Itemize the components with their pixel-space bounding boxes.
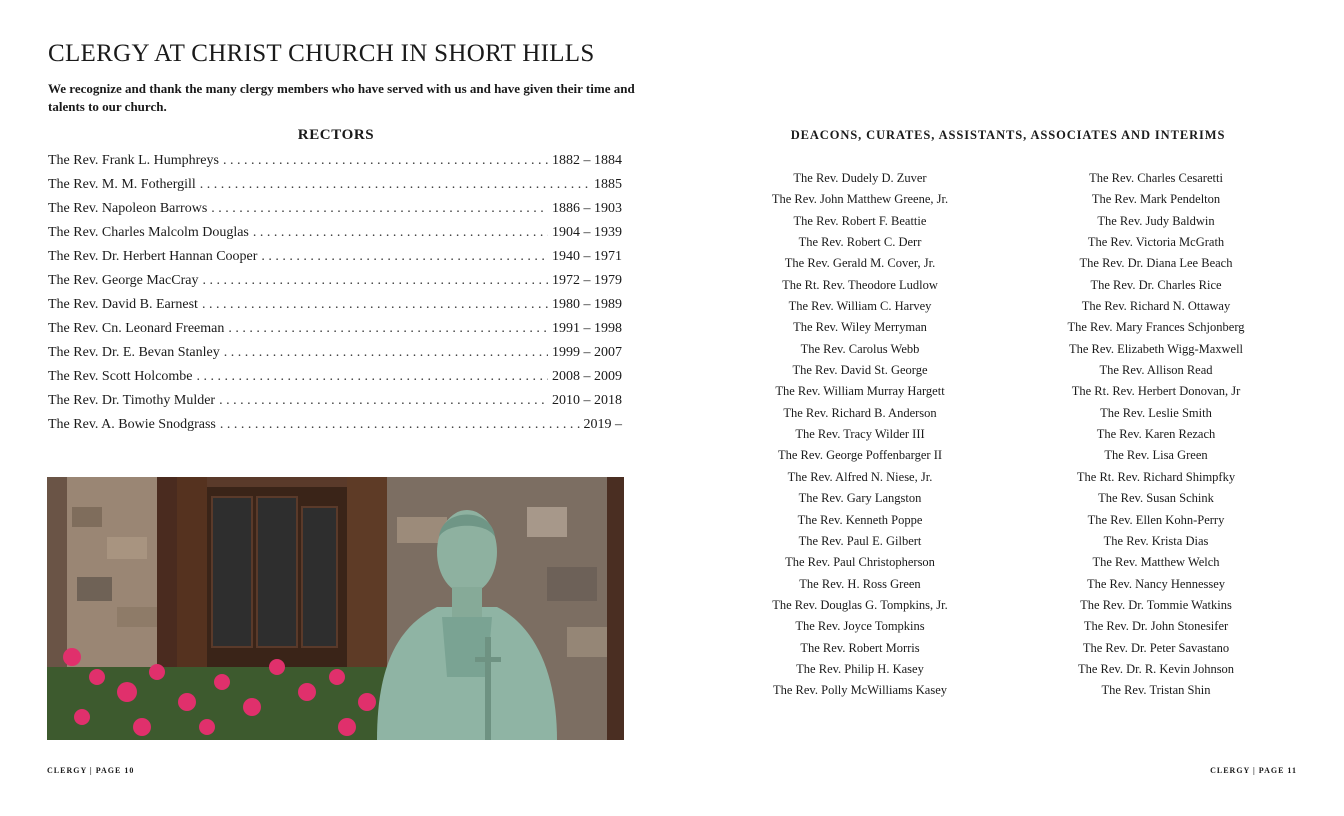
clergy-name: The Rev. Gary Langston xyxy=(798,491,922,506)
clergy-name: The Rev. William Murray Hargett xyxy=(775,384,945,399)
clergy-name: The Rev. Allison Read xyxy=(1099,363,1213,378)
rector-row xyxy=(48,345,622,369)
clergy-name: The Rt. Rev. Richard Shimpfky xyxy=(1076,469,1236,484)
clergy-name: The Rev. William C. Harvey xyxy=(788,299,932,314)
rector-years: 1904 – 1939 xyxy=(552,225,622,240)
clergy-name: The Rev. Wiley Merryman xyxy=(793,320,927,335)
clergy-name: The Rev. Tracy Wilder III xyxy=(795,427,925,442)
clergy-name: The Rev. Dudely D. Zuver xyxy=(793,171,927,185)
rector-years: 2019 – xyxy=(583,417,622,432)
rector-row xyxy=(48,201,622,225)
rector-name: The Rev. David B. Earnest xyxy=(48,297,198,312)
clergy-name: The Rev. Alfred N. Niese, Jr. xyxy=(787,469,933,484)
rector-name: The Rev. Scott Holcombe xyxy=(48,369,193,384)
rector-years: 1886 – 1903 xyxy=(552,201,622,216)
rector-years: 1940 – 1971 xyxy=(552,249,622,264)
rector-row xyxy=(48,153,622,177)
intro-text: We recognize and thank the many clergy members who have served with us and have given their time and talents to our church. xyxy=(48,81,635,114)
clergy-name: The Rev. Carolus Webb xyxy=(800,341,920,356)
clergy-name: The Rev. Philip H. Kasey xyxy=(796,661,924,676)
clergy-name: The Rev. Elizabeth Wigg-Maxwell xyxy=(1068,341,1244,356)
deacons-column-1 xyxy=(740,168,980,702)
clergy-name: The Rev. Tristan Shin xyxy=(1101,683,1211,698)
clergy-name: The Rev. Robert Morris xyxy=(800,640,920,655)
rector-name: The Rev. Frank L. Humphreys xyxy=(48,153,219,168)
rector-row xyxy=(48,321,622,345)
footer-left: CLERGY | PAGE 10 xyxy=(47,766,135,775)
clergy-name: The Rev. Dr. Diana Lee Beach xyxy=(1079,256,1233,271)
clergy-name: The Rev. Charles Cesaretti xyxy=(1089,171,1223,185)
rector-years: 1882 – 1884 xyxy=(552,153,622,168)
clergy-name: The Rev. Ellen Kohn-Perry xyxy=(1087,512,1225,527)
rector-name: The Rev. Dr. E. Bevan Stanley xyxy=(48,345,220,360)
clergy-name: The Rev. Leslie Smith xyxy=(1100,405,1212,420)
clergy-name: The Rt. Rev. Theodore Ludlow xyxy=(782,277,938,292)
rector-years: 1999 – 2007 xyxy=(552,345,622,360)
clergy-name: The Rev. Dr. R. Kevin Johnson xyxy=(1077,661,1235,676)
clergy-name: The Rt. Rev. Herbert Donovan, Jr xyxy=(1071,384,1241,399)
rector-name: The Rev. A. Bowie Snodgrass xyxy=(48,417,216,432)
rector-name: The Rev. Cn. Leonard Freeman xyxy=(48,321,225,336)
dot-leader xyxy=(220,417,580,433)
clergy-name: The Rev. Richard B. Anderson xyxy=(783,405,937,420)
rector-name: The Rev. Napoleon Barrows xyxy=(48,201,208,216)
clergy-name: The Rev. Gerald M. Cover, Jr. xyxy=(784,256,936,271)
clergy-name: The Rev. Mark Pendelton xyxy=(1091,192,1221,207)
rector-row xyxy=(48,417,622,441)
clergy-name: The Rev. Judy Baldwin xyxy=(1097,213,1215,228)
rector-row xyxy=(48,225,622,249)
deacons-heading: DEACONS, CURATES, ASSISTANTS, ASSOCIATES AND INTERIMS xyxy=(790,128,1226,142)
clergy-name: The Rev. John Matthew Greene, Jr. xyxy=(771,192,949,207)
clergy-name: The Rev. Robert C. Derr xyxy=(798,235,922,250)
clergy-name: The Rev. Lisa Green xyxy=(1104,448,1208,463)
rector-row xyxy=(48,369,622,393)
clergy-name: The Rev. Karen Rezach xyxy=(1096,427,1216,442)
rector-years: 1980 – 1989 xyxy=(552,297,622,312)
clergy-name: The Rev. Dr. Charles Rice xyxy=(1090,277,1222,292)
clergy-name: The Rev. H. Ross Green xyxy=(799,576,921,591)
dot-leader xyxy=(211,201,548,217)
dot-leader xyxy=(228,321,548,337)
dot-leader xyxy=(224,345,548,361)
clergy-name: The Rev. Nancy Hennessey xyxy=(1086,576,1226,591)
rectors-heading: RECTORS xyxy=(297,127,375,143)
clergy-name: The Rev. Richard N. Ottaway xyxy=(1081,299,1231,314)
rector-row xyxy=(48,177,622,201)
dot-leader xyxy=(200,177,590,193)
rector-name: The Rev. Dr. Herbert Hannan Cooper xyxy=(48,249,258,264)
rectors-list xyxy=(48,153,622,441)
clergy-name: The Rev. Mary Frances Schjonberg xyxy=(1067,320,1245,335)
rector-name: The Rev. Dr. Timothy Mulder xyxy=(48,393,216,408)
clergy-name: The Rev. Krista Dias xyxy=(1103,533,1209,548)
clergy-name: The Rev. Matthew Welch xyxy=(1092,555,1220,570)
clergy-name: The Rev. Paul Christopherson xyxy=(785,555,935,570)
clergy-name: The Rev. George Poffenbarger II xyxy=(777,448,943,463)
rector-row xyxy=(48,297,622,321)
rector-years: 2010 – 2018 xyxy=(552,393,622,408)
rector-row xyxy=(48,393,622,417)
clergy-name: The Rev. Joyce Tompkins xyxy=(795,619,925,634)
dot-leader xyxy=(253,225,548,241)
rector-name: The Rev. Charles Malcolm Douglas xyxy=(48,225,249,240)
clergy-name: The Rev. Victoria McGrath xyxy=(1087,235,1225,250)
rector-years: 2008 – 2009 xyxy=(552,369,622,384)
page-title: CLERGY AT CHRIST CHURCH IN SHORT HILLS xyxy=(48,40,595,67)
dot-leader xyxy=(219,393,548,409)
rector-years: 1972 – 1979 xyxy=(552,273,622,288)
clergy-name: The Rev. Dr. Tommie Watkins xyxy=(1080,597,1232,612)
dot-leader xyxy=(197,369,548,385)
dot-leader xyxy=(223,153,548,169)
dot-leader xyxy=(261,249,548,265)
rector-row xyxy=(48,249,622,273)
rector-years: 1991 – 1998 xyxy=(552,321,622,336)
clergy-name: The Rev. Polly McWilliams Kasey xyxy=(772,683,947,698)
clergy-name: The Rev. Robert F. Beattie xyxy=(793,213,927,228)
clergy-name: The Rev. Douglas G. Tompkins, Jr. xyxy=(772,597,948,612)
clergy-name: The Rev. Kenneth Poppe xyxy=(797,512,923,527)
clergy-name: The Rev. Dr. Peter Savastano xyxy=(1082,640,1230,655)
clergy-name: The Rev. Susan Schink xyxy=(1098,491,1214,506)
rector-name: The Rev. George MacCray xyxy=(48,273,199,288)
deacons-column-2 xyxy=(1036,168,1276,702)
footer-right: CLERGY | PAGE 11 xyxy=(1210,766,1297,775)
dot-leader xyxy=(202,273,548,289)
rector-years: 1885 xyxy=(594,177,622,192)
clergy-name: The Rev. Paul E. Gilbert xyxy=(798,533,922,548)
clergy-name: The Rev. David St. George xyxy=(792,363,928,378)
dot-leader xyxy=(202,297,548,313)
rector-row xyxy=(48,273,622,297)
clergy-name: The Rev. Dr. John Stonesifer xyxy=(1083,619,1229,634)
rector-name: The Rev. M. M. Fothergill xyxy=(48,177,196,192)
statue-photo xyxy=(47,477,624,740)
